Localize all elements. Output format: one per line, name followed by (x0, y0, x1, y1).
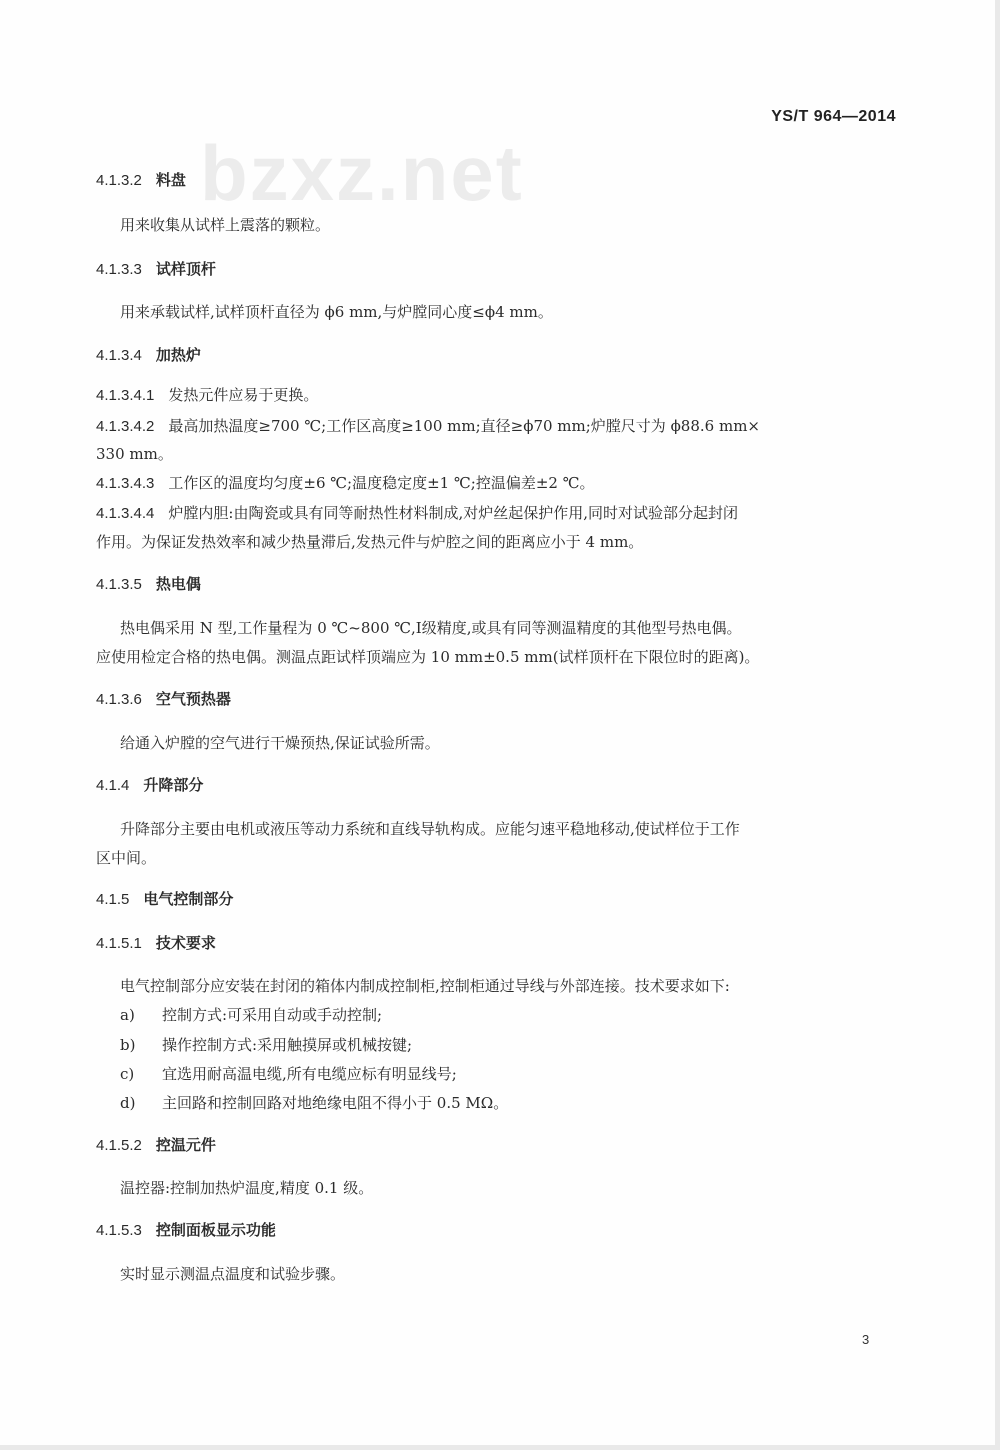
heading-4-1-3-6 (96, 688, 231, 709)
clause-number: 4.1.3.4.3 (96, 475, 155, 492)
clause-number: 4.1.3.4.1 (96, 387, 155, 404)
heading-4-1-3-3 (96, 258, 216, 279)
watermark: bzxz.net (200, 129, 524, 217)
section-title: 控制面板显示功能 (155, 1221, 276, 1239)
section-title: 热电偶 (155, 575, 201, 593)
section-title: 试样顶杆 (155, 260, 216, 278)
paragraph: 温控器:控制加热炉温度,精度 0.1 级。 (120, 1179, 374, 1197)
section-number: 4.1.3.3 (96, 261, 142, 278)
list-label: d) (120, 1094, 136, 1112)
clause-4-1-3-4-3 (96, 472, 594, 493)
section-number: 4.1.5.1 (96, 935, 142, 952)
paragraph: 用来收集从试样上震落的颗粒。 (120, 216, 331, 234)
clause-text: 炉膛内胆:由陶瓷或具有同等耐热性材料制成,对炉丝起保护作用,同时对试验部分起封闭 (168, 504, 738, 522)
section-number: 4.1.4 (96, 777, 130, 794)
section-title: 料盘 (155, 171, 186, 189)
clause-continuation: 330 mm。 (96, 445, 173, 463)
clause-4-1-3-4-4 (96, 502, 738, 523)
heading-4-1-5-2 (96, 1134, 216, 1155)
paragraph: 电气控制部分应安装在封闭的箱体内制成控制柜,控制柜通过导线与外部连接。技术要求如下: (120, 977, 730, 995)
clause-4-1-3-4-2 (96, 415, 760, 436)
clause-continuation: 作用。为保证发热效率和减少热量滞后,发热元件与炉腔之间的距离应小于 4 mm。 (96, 533, 644, 551)
section-number: 4.1.3.5 (96, 576, 142, 593)
paragraph: 升降部分主要由电机或液压等动力系统和直线导轨构成。应能匀速平稳地移动,使试样位于工作 (120, 820, 740, 838)
heading-4-1-3-4 (96, 344, 201, 365)
section-number: 4.1.3.6 (96, 691, 142, 708)
heading-4-1-5 (96, 888, 233, 909)
section-number: 4.1.3.2 (96, 172, 142, 189)
list-item-a (120, 1004, 382, 1025)
list-text: 操作控制方式:采用触摸屏或机械按键; (162, 1036, 413, 1054)
list-text: 控制方式:可采用自动或手动控制; (162, 1006, 383, 1024)
section-title: 空气预热器 (155, 690, 231, 708)
list-label: c) (120, 1065, 135, 1083)
paragraph: 用来承载试样,试样顶杆直径为 ϕ6 mm,与炉膛同心度≤ϕ4 mm。 (120, 303, 553, 321)
section-title: 技术要求 (155, 934, 216, 952)
list-text: 宜选用耐高温电缆,所有电缆应标有明显线号; (162, 1065, 457, 1083)
list-item-c (120, 1063, 457, 1084)
list-item-d (120, 1092, 508, 1113)
heading-4-1-4 (96, 774, 203, 795)
clause-text: 工作区的温度均匀度±6 ℃;温度稳定度±1 ℃;控温偏差±2 ℃。 (168, 474, 595, 492)
clause-4-1-3-4-1 (96, 384, 318, 405)
section-number: 4.1.5 (96, 891, 130, 908)
clause-number: 4.1.3.4.4 (96, 505, 155, 522)
list-label: a) (120, 1006, 135, 1024)
page-number: 3 (862, 1332, 870, 1347)
heading-4-1-3-5 (96, 573, 201, 594)
standard-code: YS/T 964—2014 (771, 108, 896, 125)
clause-number: 4.1.3.4.2 (96, 418, 155, 435)
paragraph: 给通入炉膛的空气进行干燥预热,保证试验所需。 (120, 734, 440, 752)
section-number: 4.1.3.4 (96, 347, 142, 364)
list-text: 主回路和控制回路对地绝缘电阻不得小于 0.5 MΩ。 (162, 1094, 509, 1112)
section-title: 加热炉 (155, 346, 201, 364)
paragraph-continuation: 区中间。 (96, 849, 157, 867)
section-number: 4.1.5.3 (96, 1222, 142, 1239)
section-title: 升降部分 (143, 776, 204, 794)
heading-4-1-5-1 (96, 932, 216, 953)
section-title: 电气控制部分 (143, 890, 234, 908)
paragraph: 实时显示测温点温度和试验步骤。 (120, 1265, 346, 1283)
section-title: 控温元件 (155, 1136, 216, 1154)
paragraph: 热电偶采用 N 型,工作量程为 0 ℃~800 ℃,Ⅰ级精度,或具有同等测温精度的其他型号热电偶。 (120, 619, 742, 637)
heading-4-1-5-3 (96, 1219, 276, 1240)
clause-text: 最高加热温度≥700 ℃;工作区高度≥100 mm;直径≥ϕ70 mm;炉膛尺寸为 ϕ88.6 mm× (168, 417, 760, 435)
clause-text: 发热元件应易于更换。 (168, 386, 319, 404)
list-label: b) (120, 1036, 136, 1054)
section-number: 4.1.5.2 (96, 1137, 142, 1154)
heading-4-1-3-2 (96, 169, 186, 190)
paragraph-continuation: 应使用检定合格的热电偶。测温点距试样顶端应为 10 mm±0.5 mm(试样顶杆在下限位时的距离)。 (96, 648, 760, 666)
list-item-b (120, 1034, 412, 1055)
